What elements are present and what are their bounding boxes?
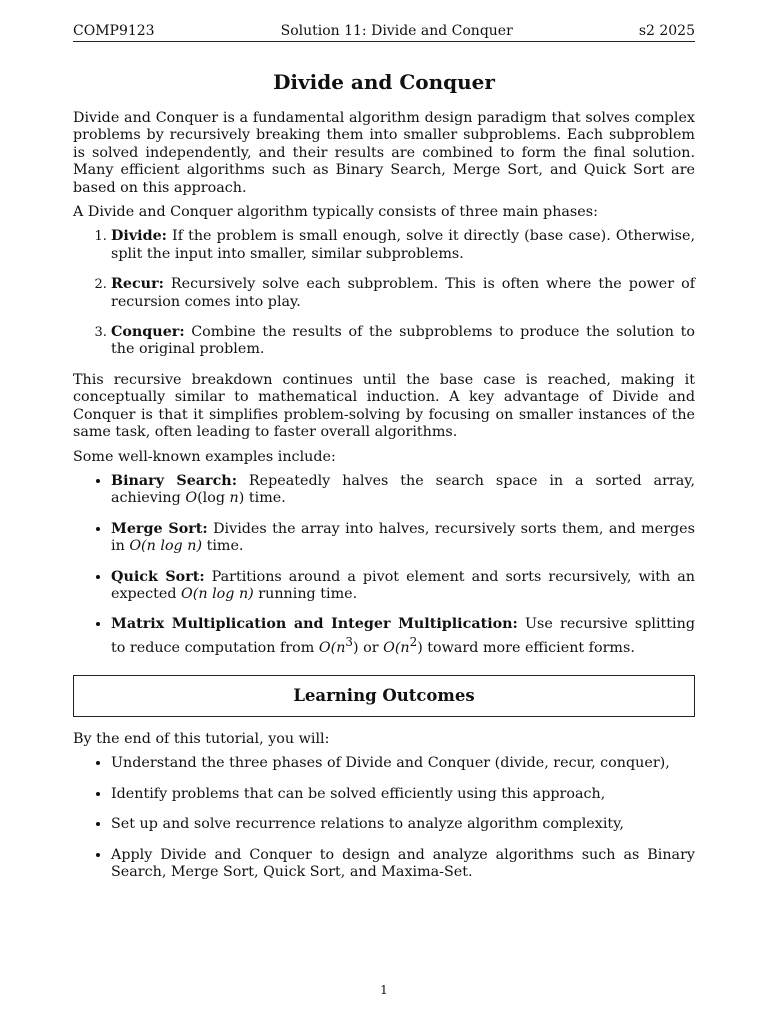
course-code: COMP9123 [73,23,155,39]
outcome-item: • Apply Divide and Conquer to design and analyze algorithms such as Binary Search, Merge Sort, Quick Sort, and Maxima-Set. [111,847,695,882]
example-item: • Binary Search: Repeatedly halves the search space in a sorted array, achieving O(log n) time. [111,473,695,508]
example-item: • Matrix Multiplication and Integer Multiplication: Use recursive splitting to reduce computation from $O(n^3)$ or $O(n^2)$ toward more efficient forms. [111,616,695,657]
phases-intro: A Divide and Conquer algorithm typically consists of three main phases: [73,204,598,221]
examples-list [73,473,695,657]
outcome-item: • Understand the three phases of Divide and Conquer (divide, recur, conquer), [111,755,695,772]
learning-outcomes-title: Learning Outcomes [293,686,475,706]
intro-paragraph: Divide and Conquer is a fundamental algorithm design paradigm that solves complex problems by recursively breaking them into smaller subproblems. Each subproblem is solved independently, and their results are combined to form the final solution. Many efficient algorithms such as Binary Search, Merge Sort, and Quick Sort are based on this approach. [73,110,695,196]
outcome-item: • Identify problems that can be solved efficiently using this approach, [111,786,695,803]
examples-intro: Some well-known examples include: [73,448,336,465]
page-title: Divide and Conquer [273,70,495,94]
semester: s2 2025 [638,23,695,39]
phases-list [73,228,695,358]
phase-item: 2. Recur: Recursively solve each subproblem. This is often where the power of recursion comes into play. [111,276,695,311]
outcome-item: • Set up and solve recurrence relations to analyze algorithm complexity, [111,816,695,833]
page-header [73,22,695,42]
main-content [73,110,695,894]
outcomes-list [73,755,695,881]
phase-item: 3. Conquer: Combine the results of the subproblems to produce the solution to the original problem. [111,324,695,359]
example-item: • Merge Sort: Divides the array into halves, recursively sorts them, and merges in O(n log n) time. [111,521,695,556]
page-number: 1 [380,983,388,997]
learning-outcomes-box [73,675,695,717]
outcomes-intro: By the end of this tutorial, you will: [73,730,330,747]
document-title-header: Solution 11: Divide and Conquer [280,23,513,39]
example-item: • Quick Sort: Partitions around a pivot element and sorts recursively, with an expected O(n log n) running time. [111,569,695,604]
breakdown-paragraph: This recursive breakdown continues until the base case is reached, making it conceptually similar to mathematical induction. A key advantage of Divide and Conquer is that it simplifies problem-solving by focusing on smaller instances of the same task, often leading to faster overall algorithms. [73,371,695,441]
phase-item: 1. Divide: If the problem is small enough, solve it directly (base case). Otherwise, split the input into smaller, similar subproblems. [111,228,695,263]
